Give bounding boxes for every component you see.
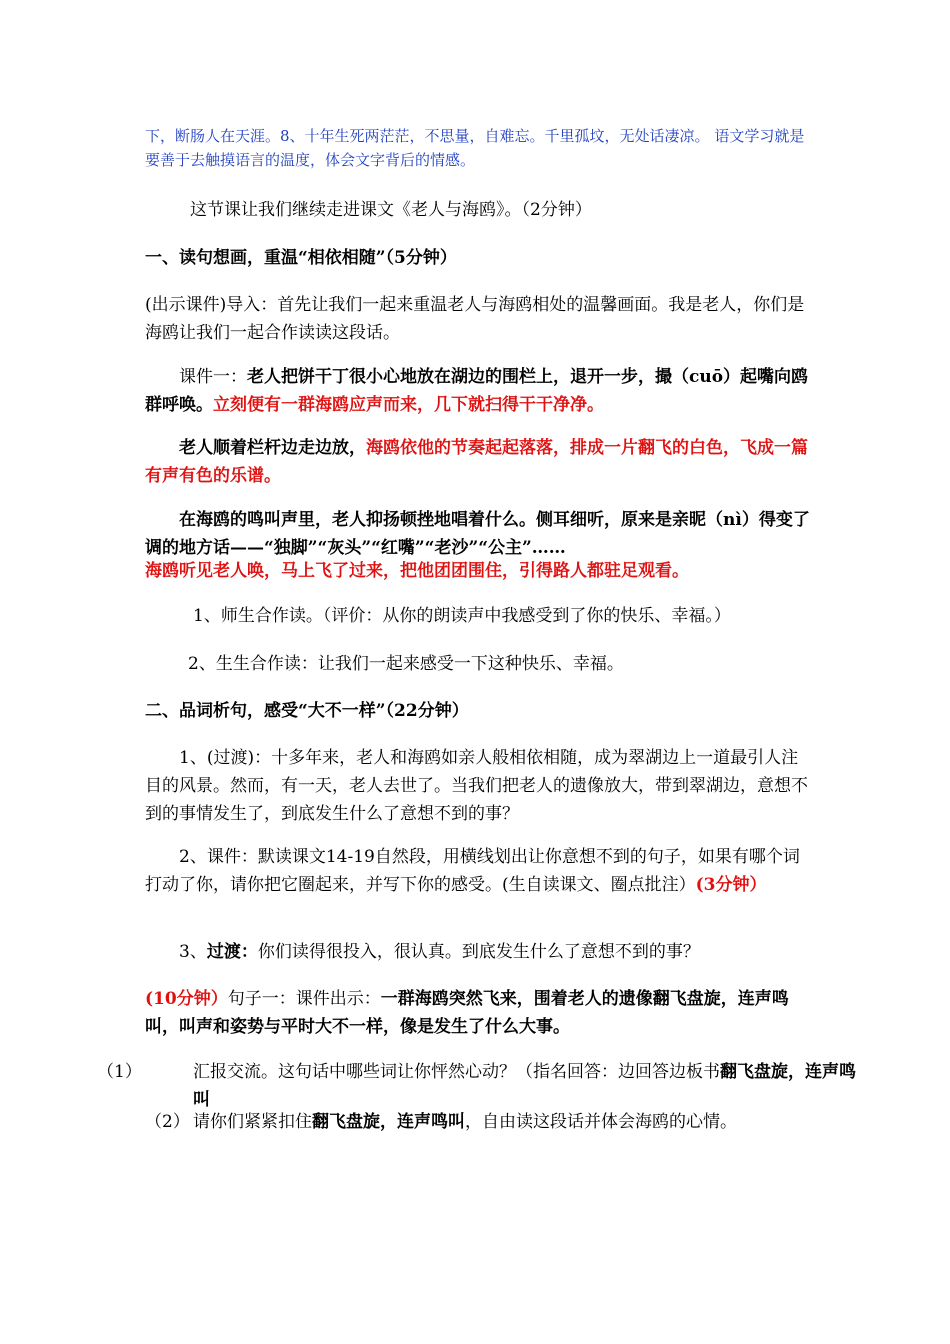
sentence-one bbox=[145, 985, 810, 1041]
section1-item-2: 2、生生合作读：让我们一起来感受一下这种快乐、幸福。 bbox=[188, 654, 624, 674]
intro-paragraph bbox=[145, 124, 810, 172]
sub-item-2-number: （2） bbox=[145, 1112, 190, 1132]
courseware-one bbox=[145, 363, 810, 419]
intro-text: 下，断肠人在天涯。8、十年生死两茫茫，不思量，自难忘。千里孤坟，无处话凄凉。 bbox=[145, 127, 715, 145]
step-3-text: 你们读得很投入，很认真。到底发生什么了意想不到的事？ bbox=[257, 942, 700, 962]
courseware-one-label: 课件一： bbox=[179, 367, 247, 387]
section2-step-2 bbox=[145, 843, 810, 899]
sub-item-1-text: 汇报交流。这句话中哪些词让你怦然心动？（指名回答：边回答边板书 bbox=[193, 1062, 720, 1082]
sub-item-2 bbox=[145, 1108, 810, 1136]
section1-heading: 一、读句想画，重温“相依相随”（5分钟） bbox=[145, 248, 457, 268]
section2-step-3 bbox=[145, 938, 810, 966]
intro-emphasis-2: 就是要善于去触摸语言的温度，体会文字背后的情感。 bbox=[145, 127, 805, 169]
sub-item-2-text-a: 请你们紧紧扣住 bbox=[193, 1112, 312, 1132]
sub-item-2-text-b: ，自由读这段话并体会海鸥的心情。 bbox=[465, 1112, 737, 1132]
section2-heading: 二、品词析句，感受“大不一样”（22分钟） bbox=[145, 701, 469, 721]
courseware-one-bold: 老人把饼干丁很小心地放在湖边的围栏上，退开一步，撮（cuō）起嘴向鸥群呼唤。 bbox=[145, 367, 809, 415]
paragraph-2-bold: 老人顺着栏杆边走边放， bbox=[179, 438, 366, 458]
sub-item-2-bold: 翻飞盘旋，连声鸣叫 bbox=[312, 1112, 465, 1132]
sentence-one-bold: 一群海鸥突然飞来，围着老人的遗像翻飞盘旋，连声鸣叫，叫声和姿势与平时大不一样，像是发生了什么大事。 bbox=[145, 989, 789, 1037]
sentence-one-time: (10分钟） bbox=[145, 989, 228, 1009]
paragraph-2-red: 海鸥依他的节奏起起落落，排成一片翻飞的白色，飞成一篇有声有色的乐谱。 bbox=[145, 438, 808, 486]
courseware-paragraph-3-red: 海鸥听见老人唤，马上飞了过来，把他团团围住，引得路人都驻足观看。 bbox=[145, 561, 689, 581]
step-2-text: 2、课件：默读课文14-19自然段，用横线划出让你意想不到的句子，如果有哪个词打动了你，请你把它圈起来，并写下你的感受。(生自读课文、圈点批注） bbox=[145, 847, 800, 895]
sub-item-1 bbox=[97, 1058, 858, 1114]
step-3-bold: 过渡： bbox=[206, 942, 258, 962]
lesson-intro: 这节课让我们继续走进课文《老人与海鸥》。（2分钟） bbox=[190, 200, 592, 220]
section1-show-text: (出示课件)导入：首先让我们一起来重温老人与海鸥相处的温馨画面。我是老人，你们是海鸥让我们一起合作读读这段话。 bbox=[145, 295, 805, 343]
courseware-one-red: 立刻便有一群海鸥应声而来，几下就扫得干干净净。 bbox=[213, 395, 604, 415]
intro-emphasis-1: 语文学习 bbox=[714, 127, 775, 145]
sub-item-1-bold: 翻飞盘旋，连声鸣叫 bbox=[193, 1062, 856, 1110]
section1-item-1: 1、师生合作读。（评价：从你的朗读声中我感受到了你的快乐、幸福。） bbox=[193, 606, 731, 626]
step-3-number: 3、 bbox=[179, 942, 207, 962]
courseware-paragraph-2 bbox=[145, 434, 810, 490]
courseware-paragraph-3: 在海鸥的鸣叫声里，老人抑扬顿挫地唱着什么。侧耳细听，原来是亲昵（nì）得变了调的地方话——“独脚”“灰头”“红嘴”“老沙”“公主”…… bbox=[145, 510, 810, 558]
step-2-time: (3分钟） bbox=[695, 875, 767, 895]
sub-item-1-number: （1） bbox=[97, 1062, 142, 1082]
section2-step-1: 1、(过渡)：十多年来，老人和海鸥如亲人般相依相随，成为翠湖边上一道最引人注目的风景。然而，有一天，老人去世了。当我们把老人的遗像放大，带到翠湖边，意想不到的事情发生了，到底发生什么了意想不到的事？ bbox=[145, 748, 808, 824]
sentence-one-label: 句子一：课件出示： bbox=[227, 989, 381, 1009]
